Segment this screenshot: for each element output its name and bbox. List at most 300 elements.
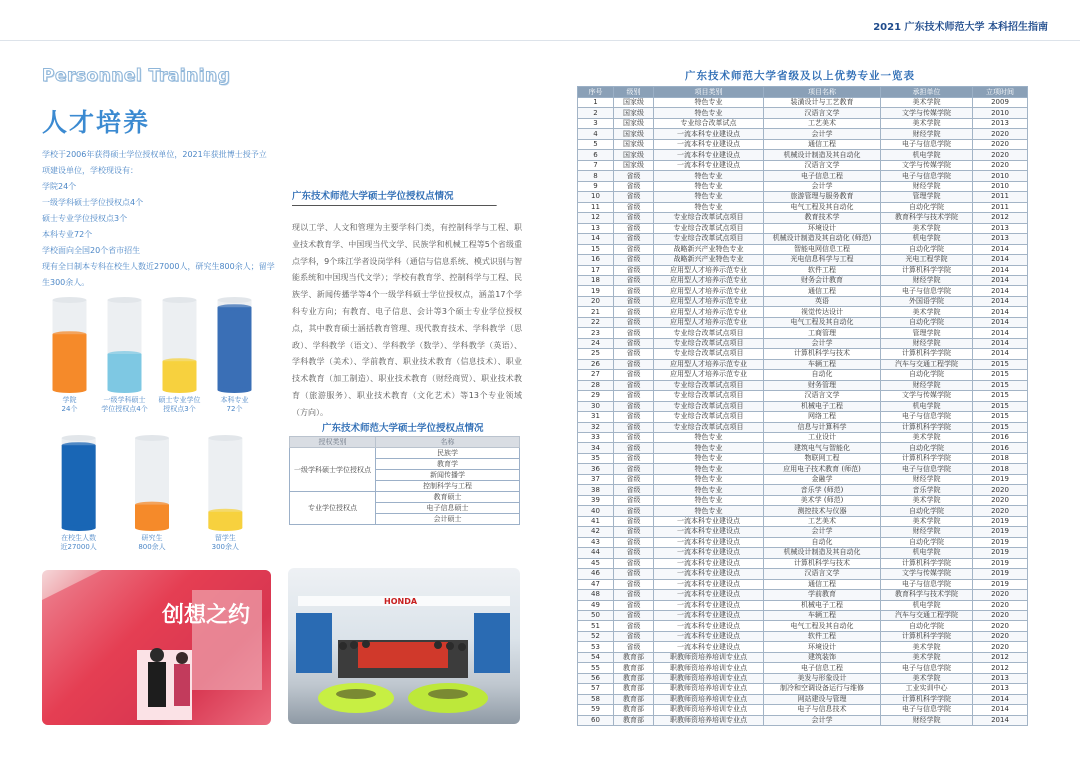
table-cell: 47 (578, 579, 614, 589)
table-cell: 2015 (973, 412, 1028, 422)
table-row (578, 485, 1028, 495)
table-cell: 电子与信息学院 (881, 286, 973, 296)
table-cell: 会计学 (764, 181, 881, 191)
bar-base (108, 387, 142, 393)
table-cell: 视觉传达设计 (764, 307, 881, 317)
table-cell: 计算机科学与技术 (764, 349, 881, 359)
table-cell: 14 (578, 234, 614, 244)
table-cell: 29 (578, 391, 614, 401)
table-cell: 外国语学院 (881, 296, 973, 306)
table-cell: 2020 (973, 485, 1028, 495)
degree-table-header: 名称 (376, 437, 520, 448)
table-row (578, 527, 1028, 537)
bar-track-top (53, 297, 87, 303)
table-cell: 美术学院 (881, 118, 973, 128)
table-cell: 通信工程 (764, 139, 881, 149)
bar-base (208, 525, 242, 531)
table-cell: 2020 (973, 129, 1028, 139)
table-row (578, 684, 1028, 694)
table-cell: 2016 (973, 443, 1028, 453)
table-cell: 2020 (973, 150, 1028, 160)
table-cell: 建筑电气与智能化 (764, 443, 881, 453)
majors-table-header: 立项时间 (973, 87, 1028, 98)
table-cell: 应用型人才培养示范专业 (654, 370, 764, 380)
table-cell: 美术学院 (881, 642, 973, 652)
table-cell: 美术学院 (881, 307, 973, 317)
table-cell: 省级 (614, 380, 654, 390)
table-row (578, 150, 1028, 160)
table-cell: 电气工程及其自动化 (764, 317, 881, 327)
bar (218, 307, 252, 390)
table-row (578, 600, 1028, 610)
table-cell: 43 (578, 537, 614, 547)
table-cell: 国家级 (614, 108, 654, 118)
table-cell: 特色专业 (654, 464, 764, 474)
bar (108, 354, 142, 390)
table-cell: 46 (578, 569, 614, 579)
degree-name: 民族学 (376, 448, 520, 459)
bar-label: 300余人 (211, 543, 240, 551)
table-cell: 50 (578, 610, 614, 620)
table-cell: 2019 (973, 516, 1028, 526)
table-cell: 汽车与交通工程学院 (881, 610, 973, 620)
team-photo (288, 568, 520, 724)
table-cell: 2014 (973, 275, 1028, 285)
intro-line: 项建设单位，学校现设有： (42, 166, 138, 175)
section-title-degree: 广东技术师范大学硕士学位授权点情况 (292, 188, 492, 206)
table-cell: 省级 (614, 328, 654, 338)
table-cell: 60 (578, 715, 614, 725)
table-cell: 机械电子工程 (764, 600, 881, 610)
table-cell: 特色专业 (654, 485, 764, 495)
table-row (578, 380, 1028, 390)
table-row (578, 202, 1028, 212)
section-title-degree-table: 广东技术师范大学硕士学位授权点情况 (322, 423, 484, 434)
table-cell: 机电学院 (881, 150, 973, 160)
table-cell: 2020 (973, 160, 1028, 170)
table-cell: 通信工程 (764, 579, 881, 589)
table-cell: 特色专业 (654, 506, 764, 516)
table-cell: 2015 (973, 422, 1028, 432)
table-cell: 自动化学院 (881, 244, 973, 254)
table-cell: 省级 (614, 537, 654, 547)
table-cell: 管理学院 (881, 328, 973, 338)
table-row (578, 610, 1028, 620)
table-cell: 网络工程 (764, 412, 881, 422)
table-cell: 42 (578, 527, 614, 537)
table-cell: 金融学 (764, 474, 881, 484)
bar-track-top (163, 297, 197, 303)
table-cell: 美术学 (师范) (764, 495, 881, 505)
table-cell: 省级 (614, 286, 654, 296)
table-cell: 30 (578, 401, 614, 411)
bar-top (218, 304, 252, 310)
table-cell: 计算机科学与技术 (764, 558, 881, 568)
table-cell: 24 (578, 338, 614, 348)
table-cell: 应用型人才培养示范专业 (654, 265, 764, 275)
table-cell: 电子与信息技术 (764, 705, 881, 715)
table-cell: 2010 (973, 108, 1028, 118)
table-cell: 一流本科专业建设点 (654, 548, 764, 558)
table-cell: 旅游管理与服务教育 (764, 192, 881, 202)
table-cell: 测控技术与仪器 (764, 506, 881, 516)
table-cell: 管理学院 (881, 192, 973, 202)
table-cell: 2014 (973, 715, 1028, 725)
table-cell: 教育部 (614, 715, 654, 725)
bar-label: 研究生 (141, 534, 163, 542)
table-cell: 教育科学与技术学院 (881, 213, 973, 223)
photo-brand-text: HONDA (384, 597, 418, 606)
table-cell: 2014 (973, 255, 1028, 265)
table-row (578, 98, 1028, 108)
page-header: 2021 广东技术师范大学 本科招生指南 (873, 22, 1048, 33)
table-row (578, 171, 1028, 181)
table-cell: 37 (578, 474, 614, 484)
table-row (578, 255, 1028, 265)
table-cell: 省级 (614, 349, 654, 359)
bar-top (163, 358, 197, 364)
chinese-title: 人才培养 (42, 108, 151, 137)
table-cell: 44 (578, 548, 614, 558)
table-cell: 国家级 (614, 150, 654, 160)
table-cell: 特色专业 (654, 474, 764, 484)
table-cell: 电子与信息学院 (881, 412, 973, 422)
table-cell: 省级 (614, 359, 654, 369)
table-cell: 10 (578, 192, 614, 202)
table-cell: 一流本科专业建设点 (654, 590, 764, 600)
table-cell: 光电信息科学与工程 (764, 255, 881, 265)
table-row (578, 422, 1028, 432)
table-cell: 计算机科学学院 (881, 349, 973, 359)
table-row (578, 642, 1028, 652)
table-cell: 13 (578, 223, 614, 233)
table-cell: 自动化 (764, 537, 881, 547)
table-cell: 电子信息工程 (764, 171, 881, 181)
bar-group (135, 435, 169, 551)
table-cell: 省级 (614, 181, 654, 191)
table-cell: 2015 (973, 370, 1028, 380)
table-cell: 一流本科专业建设点 (654, 150, 764, 160)
table-cell: 应用型人才培养示范专业 (654, 359, 764, 369)
table-cell: 专业综合改革试点项目 (654, 328, 764, 338)
table-cell: 2014 (973, 349, 1028, 359)
table-cell: 文学与传媒学院 (881, 160, 973, 170)
table-cell: 59 (578, 705, 614, 715)
table-cell: 8 (578, 171, 614, 181)
table-cell: 职教师资培养培训专业点 (654, 715, 764, 725)
table-row (578, 129, 1028, 139)
table-cell: 省级 (614, 474, 654, 484)
table-cell: 省级 (614, 412, 654, 422)
table-cell: 2013 (973, 118, 1028, 128)
table-cell: 2020 (973, 610, 1028, 620)
table-cell: 15 (578, 244, 614, 254)
table-cell: 省级 (614, 202, 654, 212)
table-cell: 2020 (973, 600, 1028, 610)
bar (62, 445, 96, 528)
table-cell: 应用型人才培养示范专业 (654, 307, 764, 317)
table-cell: 33 (578, 433, 614, 443)
table-cell: 2019 (973, 527, 1028, 537)
table-cell: 一流本科专业建设点 (654, 139, 764, 149)
table-cell: 文学与传媒学院 (881, 569, 973, 579)
table-cell: 17 (578, 265, 614, 275)
table-cell: 计算机科学学院 (881, 694, 973, 704)
table-cell: 国家级 (614, 139, 654, 149)
table-cell: 特色专业 (654, 453, 764, 463)
table-row (578, 359, 1028, 369)
bar-base (135, 525, 169, 531)
table-row (578, 631, 1028, 641)
bar-track-top (208, 435, 242, 441)
table-row (578, 443, 1028, 453)
table-cell: 美术学院 (881, 495, 973, 505)
table-cell: 2018 (973, 464, 1028, 474)
table-cell: 机械设计制造及其自动化 (764, 548, 881, 558)
table-cell: 2014 (973, 317, 1028, 327)
table-cell: 省级 (614, 590, 654, 600)
table-cell: 财务管理 (764, 380, 881, 390)
table-cell: 20 (578, 296, 614, 306)
bar-base (62, 525, 96, 531)
degree-name: 教育学 (376, 459, 520, 470)
table-cell: 2014 (973, 265, 1028, 275)
table-cell: 会计学 (764, 129, 881, 139)
table-cell: 省级 (614, 527, 654, 537)
table-row (578, 715, 1028, 725)
degree-category: 专业学位授权点 (290, 492, 376, 525)
table-cell: 职教师资培养培训专业点 (654, 705, 764, 715)
majors-table (577, 86, 1028, 726)
table-cell: 特色专业 (654, 108, 764, 118)
degree-section (292, 188, 522, 422)
intro-line: 一级学科硕士学位授权点4个 (42, 198, 144, 207)
table-cell: 装潢设计与工艺教育 (764, 98, 881, 108)
table-cell: 职教师资培养培训专业点 (654, 694, 764, 704)
majors-table-header: 项目名称 (764, 87, 881, 98)
table-cell: 57 (578, 684, 614, 694)
bar-group (53, 297, 87, 413)
table-cell: 2014 (973, 296, 1028, 306)
table-cell: 2019 (973, 548, 1028, 558)
table-cell: 39 (578, 495, 614, 505)
table-cell: 2012 (973, 213, 1028, 223)
table-cell: 物联网工程 (764, 453, 881, 463)
table-cell: 财经学院 (881, 380, 973, 390)
table-cell: 省级 (614, 506, 654, 516)
table-cell: 美发与形象设计 (764, 673, 881, 683)
table-row (578, 537, 1028, 547)
table-row (578, 234, 1028, 244)
table-cell: 财经学院 (881, 181, 973, 191)
table-cell: 省级 (614, 338, 654, 348)
table-cell: 教育部 (614, 684, 654, 694)
table-cell: 汽车与交通工程学院 (881, 359, 973, 369)
bar-base (218, 387, 252, 393)
table-cell: 36 (578, 464, 614, 474)
table-row (578, 579, 1028, 589)
table-cell: 机电学院 (881, 401, 973, 411)
table-row (578, 118, 1028, 128)
table-cell: 软件工程 (764, 631, 881, 641)
table-cell: 一流本科专业建设点 (654, 631, 764, 641)
table-cell: 财经学院 (881, 338, 973, 348)
table-cell: 2019 (973, 579, 1028, 589)
stats-bar-chart-top (42, 292, 262, 422)
table-cell: 国家级 (614, 98, 654, 108)
table-cell: 2013 (973, 234, 1028, 244)
table-cell: 美术学院 (881, 516, 973, 526)
bar-track-top (62, 435, 96, 441)
table-cell: 2014 (973, 338, 1028, 348)
table-cell: 专业综合改革试点项目 (654, 223, 764, 233)
table-cell: 省级 (614, 621, 654, 631)
table-cell: 2014 (973, 694, 1028, 704)
table-cell: 省级 (614, 548, 654, 558)
table-cell: 省级 (614, 391, 654, 401)
table-row (578, 705, 1028, 715)
table-row (578, 412, 1028, 422)
table-cell: 特色专业 (654, 202, 764, 212)
table-cell: 工商管理 (764, 328, 881, 338)
english-title: Personnel Training (42, 66, 231, 86)
table-cell: 1 (578, 98, 614, 108)
table-cell: 省级 (614, 275, 654, 285)
table-cell: 电子与信息学院 (881, 171, 973, 181)
table-cell: 计算机科学学院 (881, 453, 973, 463)
table-cell: 省级 (614, 569, 654, 579)
table-cell: 机械电子工程 (764, 401, 881, 411)
table-row (578, 621, 1028, 631)
table-cell: 电气工程及其自动化 (764, 621, 881, 631)
table-cell: 22 (578, 317, 614, 327)
table-cell: 一流本科专业建设点 (654, 569, 764, 579)
table-cell: 环境设计 (764, 642, 881, 652)
table-cell: 电子信息工程 (764, 663, 881, 673)
table-cell: 国家级 (614, 160, 654, 170)
table-cell: 战略新兴产业特色专业 (654, 244, 764, 254)
table-cell: 19 (578, 286, 614, 296)
table-cell: 应用型人才培养示范专业 (654, 275, 764, 285)
table-cell: 环境设计 (764, 223, 881, 233)
table-cell: 自动化 (764, 370, 881, 380)
table-row (578, 160, 1028, 170)
table-row (578, 391, 1028, 401)
table-row (578, 213, 1028, 223)
table-cell: 机电学院 (881, 548, 973, 558)
table-cell: 34 (578, 443, 614, 453)
table-cell: 教育部 (614, 694, 654, 704)
table-cell: 2014 (973, 307, 1028, 317)
bar-label: 近27000人 (60, 543, 97, 551)
table-cell: 美术学院 (881, 433, 973, 443)
table-row (578, 453, 1028, 463)
table-cell: 省级 (614, 495, 654, 505)
bar-top (208, 509, 242, 515)
table-cell: 专业综合改革试点项目 (654, 349, 764, 359)
table-cell: 2015 (973, 391, 1028, 401)
table-cell: 16 (578, 255, 614, 265)
bar-label: 本科专业 (220, 396, 249, 404)
table-cell: 机电学院 (881, 234, 973, 244)
table-cell: 应用型人才培养示范专业 (654, 296, 764, 306)
table-cell: 省级 (614, 558, 654, 568)
table-cell: 7 (578, 160, 614, 170)
table-cell: 一流本科专业建设点 (654, 558, 764, 568)
table-cell: 2013 (973, 684, 1028, 694)
table-cell: 32 (578, 422, 614, 432)
table-row (578, 464, 1028, 474)
bar-label: 72个 (226, 405, 243, 413)
table-row (578, 108, 1028, 118)
table-cell: 2020 (973, 621, 1028, 631)
table-cell: 教育部 (614, 673, 654, 683)
table-cell: 电子与信息学院 (881, 579, 973, 589)
table-cell: 12 (578, 213, 614, 223)
table-cell: 省级 (614, 610, 654, 620)
table-cell: 建筑装饰 (764, 652, 881, 662)
table-row (578, 139, 1028, 149)
bar-track-top (218, 297, 252, 303)
table-cell: 省级 (614, 244, 654, 254)
table-row (578, 370, 1028, 380)
table-cell: 网站建设与管理 (764, 694, 881, 704)
bar (163, 361, 197, 390)
table-cell: 职教师资培养培训专业点 (654, 684, 764, 694)
table-cell: 教育部 (614, 652, 654, 662)
table-cell: 2011 (973, 192, 1028, 202)
table-cell: 计算机科学学院 (881, 558, 973, 568)
table-cell: 文学与传媒学院 (881, 391, 973, 401)
table-cell: 文学与传媒学院 (881, 108, 973, 118)
table-row (578, 286, 1028, 296)
bar-group (159, 297, 201, 413)
table-cell: 2019 (973, 569, 1028, 579)
table-cell: 2014 (973, 705, 1028, 715)
majors-table-header: 项目类别 (654, 87, 764, 98)
intro-line: 现有全日制本专科在校生人数近27000人，研究生800余人；留学 (42, 262, 275, 271)
table-cell: 美术学院 (881, 98, 973, 108)
table-cell: 工业设计 (764, 433, 881, 443)
bar-top (53, 331, 87, 337)
table-cell: 省级 (614, 631, 654, 641)
table-cell: 制冷和空调设备运行与维修 (764, 684, 881, 694)
intro-line: 硕士专业学位授权点3个 (42, 214, 128, 223)
table-cell: 国家级 (614, 129, 654, 139)
table-cell: 49 (578, 600, 614, 610)
table-cell: 省级 (614, 433, 654, 443)
degree-table-header: 授权类别 (290, 437, 376, 448)
table-cell: 2020 (973, 590, 1028, 600)
table-row (578, 275, 1028, 285)
table-cell: 5 (578, 139, 614, 149)
table-cell: 省级 (614, 223, 654, 233)
table-cell: 自动化学院 (881, 537, 973, 547)
event-photo (42, 570, 271, 725)
table-row (578, 307, 1028, 317)
table-cell: 2014 (973, 328, 1028, 338)
table-cell: 特色专业 (654, 171, 764, 181)
table-row (578, 328, 1028, 338)
table-cell: 一流本科专业建设点 (654, 621, 764, 631)
photo-banner-text: 创想之约 (162, 603, 251, 628)
table-cell: 省级 (614, 464, 654, 474)
table-cell: 汉语言文学 (764, 391, 881, 401)
table-cell: 25 (578, 349, 614, 359)
table-cell: 40 (578, 506, 614, 516)
degree-table (289, 436, 520, 525)
table-row (578, 663, 1028, 673)
